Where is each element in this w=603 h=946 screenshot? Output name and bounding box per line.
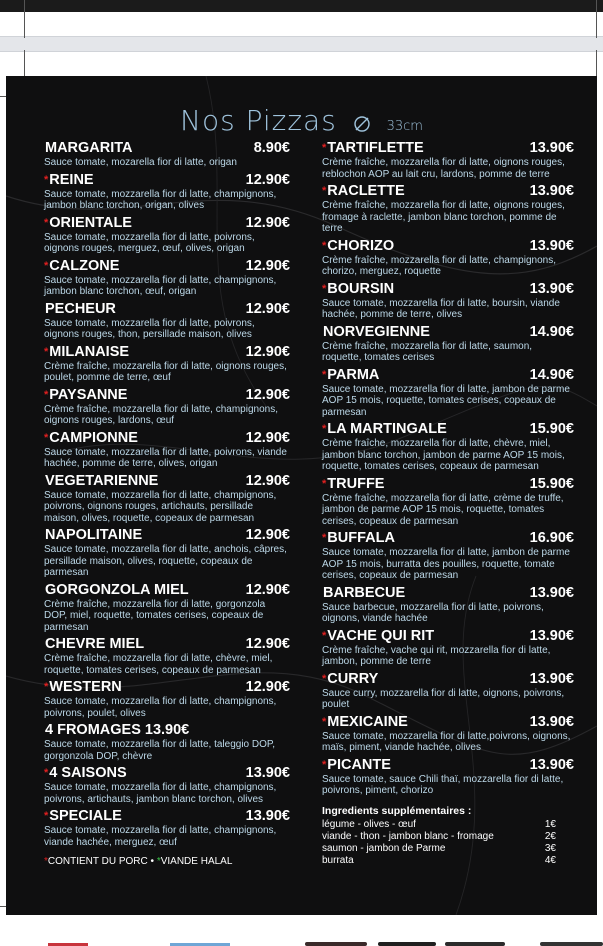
- item-description: Sauce tomate, mozzarella fior di latte, champignons, poivrons, oignons rouges, artichauts, persillade maison, olives, roquette, copeaux de parmesan: [44, 489, 277, 524]
- menu-item: [322, 530, 574, 582]
- item-price: 16.90€: [529, 530, 574, 546]
- menu-item: [322, 140, 574, 180]
- item-description: Sauce tomate, mozzarella fior di latte, champignons, poivrons, artichauts, jambon blanc torchon, olives: [44, 782, 277, 805]
- menu-item: [44, 527, 290, 579]
- menu-item: [44, 344, 290, 384]
- item-description: Crème fraîche, mozzarella fior di latte, saumon, roquette, tomates cerises: [322, 340, 533, 363]
- item-price: 12.90€: [245, 300, 290, 317]
- menu-item: [322, 585, 574, 625]
- item-price: 14.90€: [529, 366, 574, 383]
- item-name: 4 FROMAGES 13.90€: [45, 722, 190, 738]
- menu-item: [322, 476, 574, 528]
- pork-marker: *: [322, 532, 327, 544]
- item-name: REINE: [49, 171, 94, 188]
- thumbnail-strip: [0, 940, 603, 946]
- item-price: 13.90€: [529, 140, 574, 156]
- item-price: 13.90€: [529, 237, 574, 254]
- pork-marker: *: [44, 216, 49, 229]
- item-description: Sauce tomate, mozzarella fior di latte, jambon de parme AOP 15 mois, burratta des pouilles, roquette, tomate cerises, copeaux de parmesan: [322, 547, 570, 581]
- item-description: Sauce tomate, mozzarella fior di latte, champignons, jambon blanc torchon, origan, olives: [44, 188, 277, 211]
- menu-item: [322, 714, 574, 754]
- item-name: CALZONE: [49, 257, 120, 274]
- item-price: 12.90€: [245, 343, 290, 360]
- item-description: Sauce curry, mozzarella fior di latte, oignons, poivrons, poulet: [322, 687, 565, 710]
- item-price: 12.90€: [245, 636, 290, 652]
- item-name: CHORIZO: [327, 237, 395, 254]
- extra-price: 3€: [544, 842, 556, 854]
- item-description: Crème fraîche, mozzarella fior di latte, champignons, oignons rouges, lardons, œuf: [44, 403, 278, 426]
- item-description: Crème fraîche, vache qui rit, mozzarella fior di latte, jambon, pomme de terre: [322, 644, 551, 667]
- item-description: Sauce tomate, mozzarella fior di latte, champignons, viande hachée, merguez, œuf: [44, 825, 277, 848]
- pork-marker: *: [44, 388, 49, 401]
- item-name: RACLETTE: [327, 183, 405, 199]
- item-price: 13.90€: [529, 713, 574, 730]
- item-name: CAMPIONNE: [49, 429, 138, 446]
- item-price: 15.90€: [529, 421, 574, 437]
- menu-item: [322, 183, 574, 235]
- item-name: VACHE QUI RIT: [327, 627, 435, 644]
- halal-legend-text: VIANDE HALAL: [160, 856, 233, 867]
- item-description: Sauce tomate, mozzarella fior di latte, taleggio DOP, gorgonzola DOP, chèvre: [44, 739, 276, 762]
- item-name: NAPOLITAINE: [45, 527, 143, 543]
- item-description: Sauce barbecue, mozzarella fior di latte, poivrons, oignons, viande hachée: [322, 601, 544, 624]
- item-price: 12.90€: [245, 386, 290, 403]
- item-description: Crème fraîche, mozzarella fior di latte, oignons rouges, poulet, pomme de terre, œuf: [44, 360, 287, 383]
- item-description: Crème fraîche, mozzarella fior di latte, chèvre, miel, jambon blanc torchon, jambon de parme AOP 15 mois, roquette, tomates cerises, copeaux de parmesan: [322, 438, 565, 472]
- pork-marker: *: [322, 715, 327, 728]
- menu-item: [44, 808, 290, 848]
- item-price: 13.90€: [245, 808, 290, 824]
- item-description: Sauce tomate, mozzarella fior di latte,poivrons, oignons, maïs, piment, viande hachée, olives: [322, 730, 571, 753]
- pork-marker: *: [44, 259, 49, 272]
- item-description: Sauce tomate, mozzarella fior di latte, poivrons, oignons rouges, thon, persillade maison, olives: [44, 317, 255, 340]
- item-price: 12.90€: [245, 472, 290, 489]
- page-gap-band: [0, 36, 603, 52]
- item-description: Sauce tomate, mozarella fior di latte, origan: [44, 157, 237, 168]
- legend-separator: •: [150, 856, 155, 867]
- right-pizza-column: [322, 140, 574, 867]
- pork-marker: *: [322, 477, 327, 490]
- item-price: 8.90€: [253, 140, 290, 156]
- item-price: 13.90€: [529, 183, 574, 199]
- item-price: 12.90€: [245, 679, 290, 695]
- item-name: LA MARTINGALE: [327, 421, 447, 437]
- item-name: CURRY: [327, 670, 379, 687]
- menu-item: [322, 628, 574, 668]
- item-price: 13.90€: [529, 756, 574, 773]
- menu-item: [44, 301, 290, 341]
- item-name: GORGONZOLA MIEL: [45, 581, 189, 598]
- menu-item: [44, 430, 290, 470]
- menu-item: [44, 679, 290, 719]
- previous-page-strip: [0, 0, 603, 12]
- menu-item: [322, 324, 574, 364]
- item-price: 13.90€: [529, 280, 574, 297]
- item-name: PAYSANNE: [49, 386, 128, 403]
- item-price: 13.90€: [245, 765, 290, 781]
- item-name: 4 SAISONS: [49, 765, 127, 781]
- extra-price: 2€: [544, 830, 556, 842]
- pork-legend-text: CONTIENT DU PORC: [47, 856, 148, 867]
- pork-marker: *: [322, 368, 327, 381]
- item-description: Sauce tomate, mozzarella fior di latte, anchois, câpres, persillade maison, olives, roquette, copeaux de parmesan: [44, 544, 287, 578]
- extra-ingredients: [322, 805, 574, 867]
- extras-title: Ingredients supplémentaires :: [322, 804, 472, 817]
- pork-marker: *: [322, 423, 327, 435]
- pizza-size-label: 33cm: [386, 119, 423, 134]
- item-description: Sauce tomate, sauce Chili thaï, mozzarella fior di latte, poivrons, piment, chorizo: [322, 773, 564, 796]
- item-name: PICANTE: [327, 756, 391, 773]
- item-price: 12.90€: [245, 581, 290, 598]
- extra-row: [322, 855, 574, 867]
- extra-price: 4€: [544, 854, 556, 866]
- pizza-size-icon: [353, 115, 373, 133]
- extra-row: [322, 843, 574, 855]
- item-name: MEXICAINE: [327, 713, 408, 730]
- item-price: 12.90€: [245, 527, 290, 543]
- item-name: BOURSIN: [327, 280, 395, 297]
- menu-item: [44, 636, 290, 676]
- item-price: 14.90€: [529, 323, 574, 340]
- item-name: VEGETARIENNE: [45, 472, 159, 489]
- menu-item: [322, 281, 574, 321]
- crop-mark: [596, 0, 597, 38]
- menu-item: [44, 258, 290, 298]
- item-price: 12.90€: [245, 257, 290, 274]
- item-name: BARBECUE: [323, 584, 406, 601]
- menu-item: [44, 582, 290, 634]
- menu-item: [44, 765, 290, 805]
- menu-item: [44, 387, 290, 427]
- menu-item: [44, 140, 290, 169]
- pork-marker: *: [322, 758, 327, 771]
- item-name: PECHEUR: [45, 300, 116, 317]
- item-description: Crème fraîche, mozzarella fior di latte, crème de truffe, jambon de parme AOP 15 mois, roquette, tomates cerises, copeaux de parmesan: [322, 492, 564, 527]
- menu-item: [44, 473, 290, 525]
- item-price: 12.90€: [245, 171, 290, 188]
- pork-marker: *: [44, 810, 49, 822]
- menu-item: [322, 421, 574, 473]
- item-description: Sauce tomate, mozzarella fior di latte, boursin, viande hachée, pomme de terre, olives: [322, 297, 560, 320]
- menu-item: [322, 367, 574, 419]
- menu-item: [44, 722, 290, 762]
- menu-title: [0, 104, 603, 137]
- menu-title-text: Nos Pizzas: [180, 104, 337, 137]
- item-description: Crème fraîche, mozzarella fior di latte, oignons rouges, fromage à raclette, jambon blanc torchon, pomme de terre: [322, 200, 565, 234]
- pork-marker: *: [44, 681, 49, 693]
- menu-item: [322, 238, 574, 278]
- item-description: Sauce tomate, mozzarella fior di latte, poivrons, viande hachée, pomme de terre, olives, origan: [44, 446, 287, 469]
- halal-legend-marker: *: [156, 856, 161, 867]
- pork-marker: *: [322, 672, 327, 685]
- item-description: Sauce tomate, mozzarella fior di latte, poivrons, oignons rouges, merguez, œuf, olives, origan: [44, 231, 255, 254]
- extra-label: burrata: [322, 854, 354, 866]
- pork-marker: *: [44, 173, 49, 186]
- extra-row: [322, 819, 574, 831]
- menu-item: [322, 757, 574, 797]
- pork-marker: *: [322, 282, 327, 295]
- item-name: MILANAISE: [49, 343, 130, 360]
- item-description: Crème fraîche, mozzarella fior di latte, chèvre, miel, roquette, tomates cerises, copeaux de parmesan: [44, 653, 273, 676]
- item-name: SPECIALE: [49, 808, 122, 824]
- item-description: Crème fraîche, mozzarella fior di latte, gorgonzola DOP, miel, roquette, tomates cerises, copeaux de parmesan: [44, 598, 266, 633]
- pork-legend-marker: *: [44, 856, 48, 867]
- menu-item: [322, 671, 574, 711]
- pork-marker: *: [322, 142, 327, 154]
- item-price: 12.90€: [245, 214, 290, 231]
- pork-marker: *: [44, 767, 49, 779]
- menu-legend: [44, 856, 290, 867]
- pork-marker: *: [322, 185, 327, 197]
- pork-marker: *: [44, 345, 49, 358]
- extra-price: 1€: [544, 818, 556, 830]
- item-name: TARTIFLETTE: [327, 140, 424, 156]
- item-description: Sauce tomate, mozzarella fior di latte, champignons, poivrons, poulet, olives: [44, 696, 277, 719]
- extra-label: saumon - jambon de Parme: [322, 842, 446, 854]
- item-name: WESTERN: [49, 679, 122, 695]
- pork-marker: *: [322, 629, 327, 642]
- pork-marker: *: [322, 239, 327, 252]
- item-name: TRUFFE: [327, 475, 385, 492]
- item-description: Sauce tomate, mozzarella fior di latte, jambon de parme AOP 15 mois, roquette, tomates cerises, copeaux de parmesan: [322, 383, 570, 418]
- item-name: ORIENTALE: [49, 214, 132, 231]
- item-price: 13.90€: [529, 584, 574, 601]
- pork-marker: *: [44, 431, 49, 444]
- item-name: BUFFALA: [327, 530, 395, 546]
- extra-label: viande - thon - jambon blanc - fromage: [322, 830, 494, 842]
- extra-row: [322, 831, 574, 843]
- left-pizza-column: [44, 140, 290, 867]
- item-description: Crème fraîche, mozzarella fior di latte, oignons rouges, reblochon AOP au lait cru, lardons, pomme de terre: [322, 157, 565, 180]
- item-price: 12.90€: [245, 429, 290, 446]
- item-price: 13.90€: [529, 627, 574, 644]
- item-name: CHEVRE MIEL: [45, 636, 145, 652]
- menu-item: [44, 215, 290, 255]
- item-name: NORVEGIENNE: [323, 323, 430, 340]
- item-description: Crème fraîche, mozzarella fior di latte, champignons, chorizo, merguez, roquette: [322, 254, 556, 277]
- extra-label: légume - olives - œuf: [322, 818, 416, 830]
- crop-mark: [24, 0, 25, 38]
- item-price: 13.90€: [529, 670, 574, 687]
- item-name: PARMA: [327, 366, 380, 383]
- item-price: 15.90€: [529, 475, 574, 492]
- menu-item: [44, 172, 290, 212]
- item-name: MARGARITA: [45, 140, 133, 156]
- item-description: Sauce tomate, mozzarella fior di latte, champignons, jambon blanc torchon, œuf, origan: [44, 274, 277, 297]
